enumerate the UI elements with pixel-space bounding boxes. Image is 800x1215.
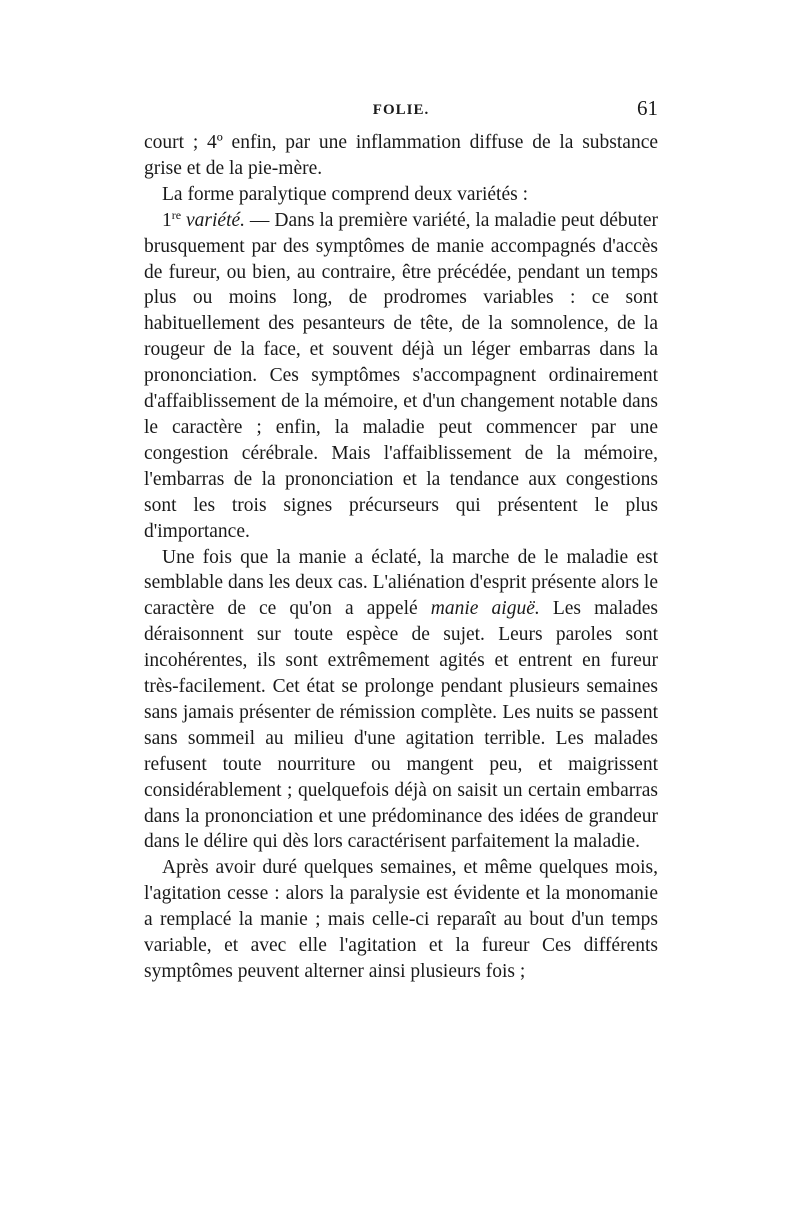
paragraph-forme-paralytique: La forme paralytique comprend deux variétés : — [162, 183, 529, 205]
manie-text-after: Les malades déraisonnent sur toute espèce de sujet. Leurs paroles sont incohérentes, ils sont extrêmement agités et entrent en fureur très-facilement. Cet état se prolonge pendant plusieurs semaines sans jamais présenter de rémission complète. Les nuits se passent sans sommeil au milieu d'une agitation terrible. Les malades refusent toute nourriture ou mangent peu, et maigrissent considérablement ; quelquefois déjà on saisit un certain embarras dans la prononciation et une prédominance des idées de grandeur dans le délire qui dès lors caractérisent parfaitement la maladie. — [144, 598, 658, 853]
paragraph-apres-avoir-dure: Après avoir duré quelques semaines, et même quelques mois, l'agitation cesse : alors la paralysie est évidente et la monomanie a remplacé la manie ; mais celle-ci reparaît au bout d'un temps variable, et avec elle l'agitation et la fureur Ces différents symptômes peuvent alterner ainsi plusieurs fois ; — [144, 857, 658, 982]
body-text — [144, 130, 658, 985]
variety-ordinal-number: 1 — [162, 209, 172, 231]
manie-aigue-term: manie aiguë. — [430, 598, 540, 620]
running-head — [144, 97, 658, 123]
running-title: FOLIE. — [372, 102, 430, 118]
variety-text: — Dans la première variété, la maladie peut débuter brusquement par des symptômes de manie accompagnés d'accès de fureur, ou bien, au contraire, être précédée, pendant un temps plus ou moins long, de prodromes variables : ce sont habituellement des pesanteurs de tête, de la somnolence, de la rougeur de la face, et souvent déjà un léger embarras dans la prononciation. Ces symptômes s'accompagnent ordinairement d'affaiblissement de la mémoire, et d'un changement notable dans le caractère ; enfin, la maladie peut commencer par une congestion cérébrale. Mais l'affaiblissement de la mémoire, l'embarras de la prononciation et la tendance aux congestions sont les trois signes précurseurs qui présentent le plus d'importance. — [144, 209, 658, 542]
page-number: 61 — [637, 96, 658, 120]
variety-label: variété. — [186, 209, 246, 231]
paragraph-continuation: court ; 4º enfin, par une inflammation diffuse de la substance grise et de la pie-mère. — [144, 132, 658, 179]
paragraph-premiere-variete — [144, 208, 658, 545]
manie-text-before: Une fois que la manie a éclaté, la marche de le maladie est semblable dans les deux cas. L'aliénation d'esprit présente alors le caractère de ce qu'on a appelé — [144, 546, 658, 620]
variety-ordinal-superscript: re — [171, 207, 182, 222]
paragraph-manie-aigue — [144, 545, 658, 856]
